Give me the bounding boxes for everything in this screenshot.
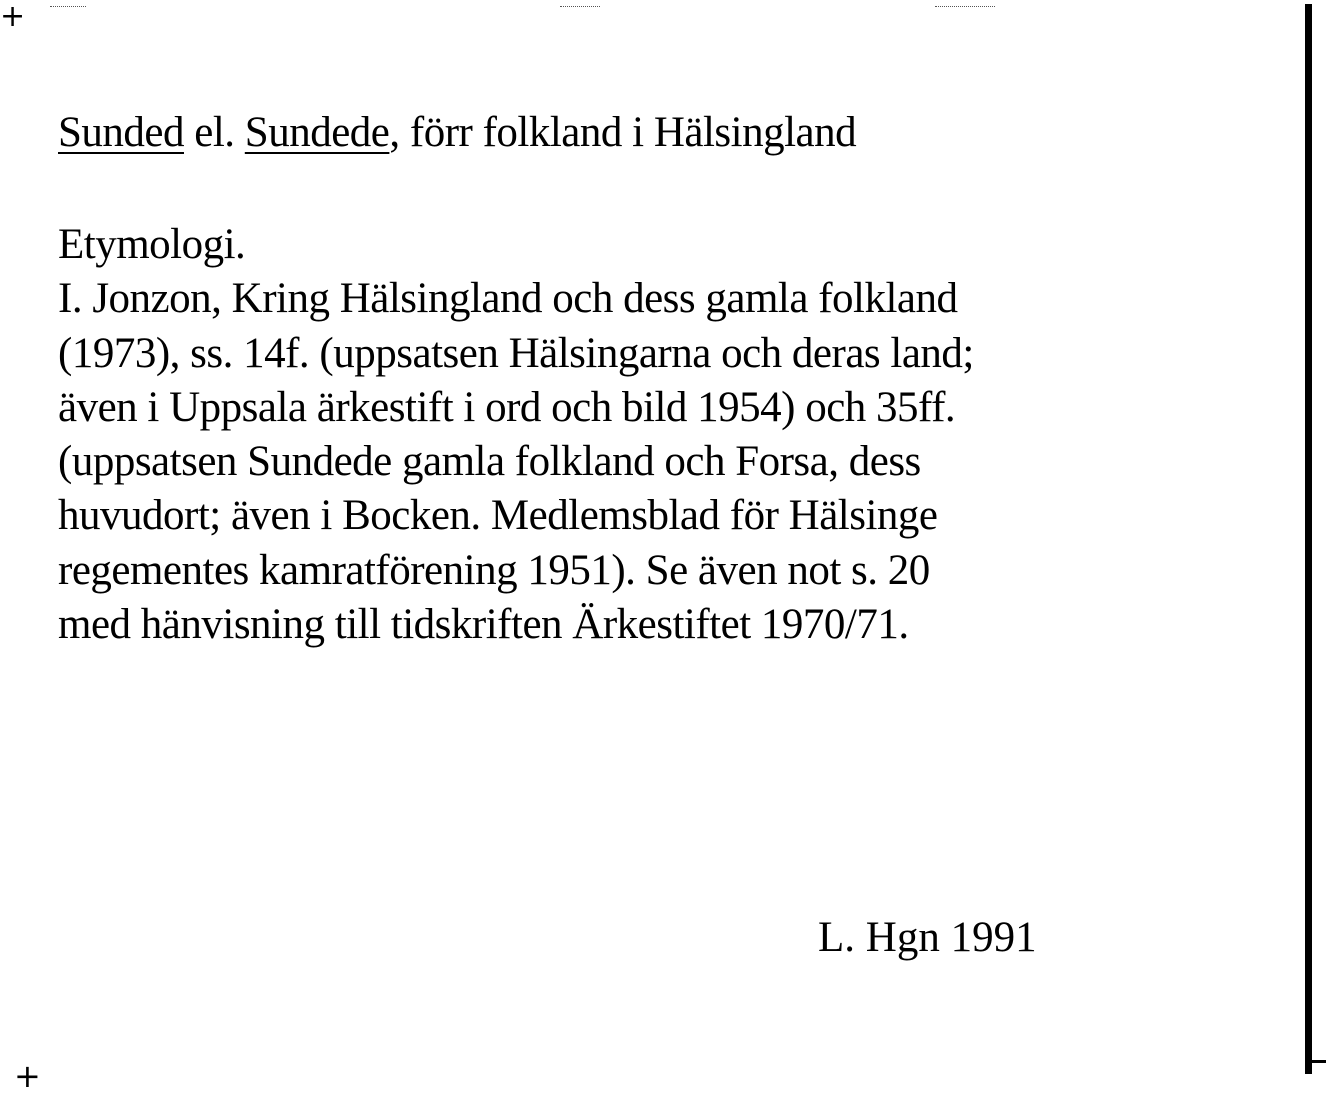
body-line: även i Uppsala ärkestift i ord och bild 1954) och 35ff.: [58, 383, 956, 431]
scan-artifact-dots: [50, 6, 86, 7]
registration-mark-top-left: +: [0, 0, 26, 34]
entry-headline: [58, 103, 856, 163]
body-line: regementes kamratförening 1951). Se även not s. 20: [58, 546, 930, 594]
headword-variant: Sundede: [244, 109, 390, 156]
body-line: huvudort; även i Bocken. Medlemsblad för Hälsinge: [58, 492, 938, 540]
body-line: (uppsatsen Sundede gamla folkland och Forsa, dess: [58, 438, 921, 486]
registration-mark-bottom-left: +: [14, 1057, 41, 1095]
body-line: (1973), ss. 14f. (uppsatsen Hälsingarna och deras land;: [58, 329, 974, 377]
body-line: I. Jonzon, Kring Hälsingland och dess gamla folkland: [58, 275, 958, 323]
headword-primary: Sunded: [58, 109, 184, 156]
card-right-edge-tail: [1312, 1060, 1326, 1073]
scan-artifact-dots: [935, 6, 995, 7]
entry-body: [58, 218, 1208, 652]
headword-definition: , förr folkland i Hälsingland: [389, 109, 857, 156]
body-line: med hänvisning till tidskriften Ärkestiftet 1970/71.: [58, 601, 909, 649]
author-signature: L. Hgn 1991: [818, 914, 1037, 961]
scan-artifact-dots: [560, 6, 600, 7]
card-right-edge: [1305, 4, 1312, 1074]
headword-connector: el.: [184, 109, 245, 156]
section-heading: Etymologi.: [58, 221, 246, 268]
